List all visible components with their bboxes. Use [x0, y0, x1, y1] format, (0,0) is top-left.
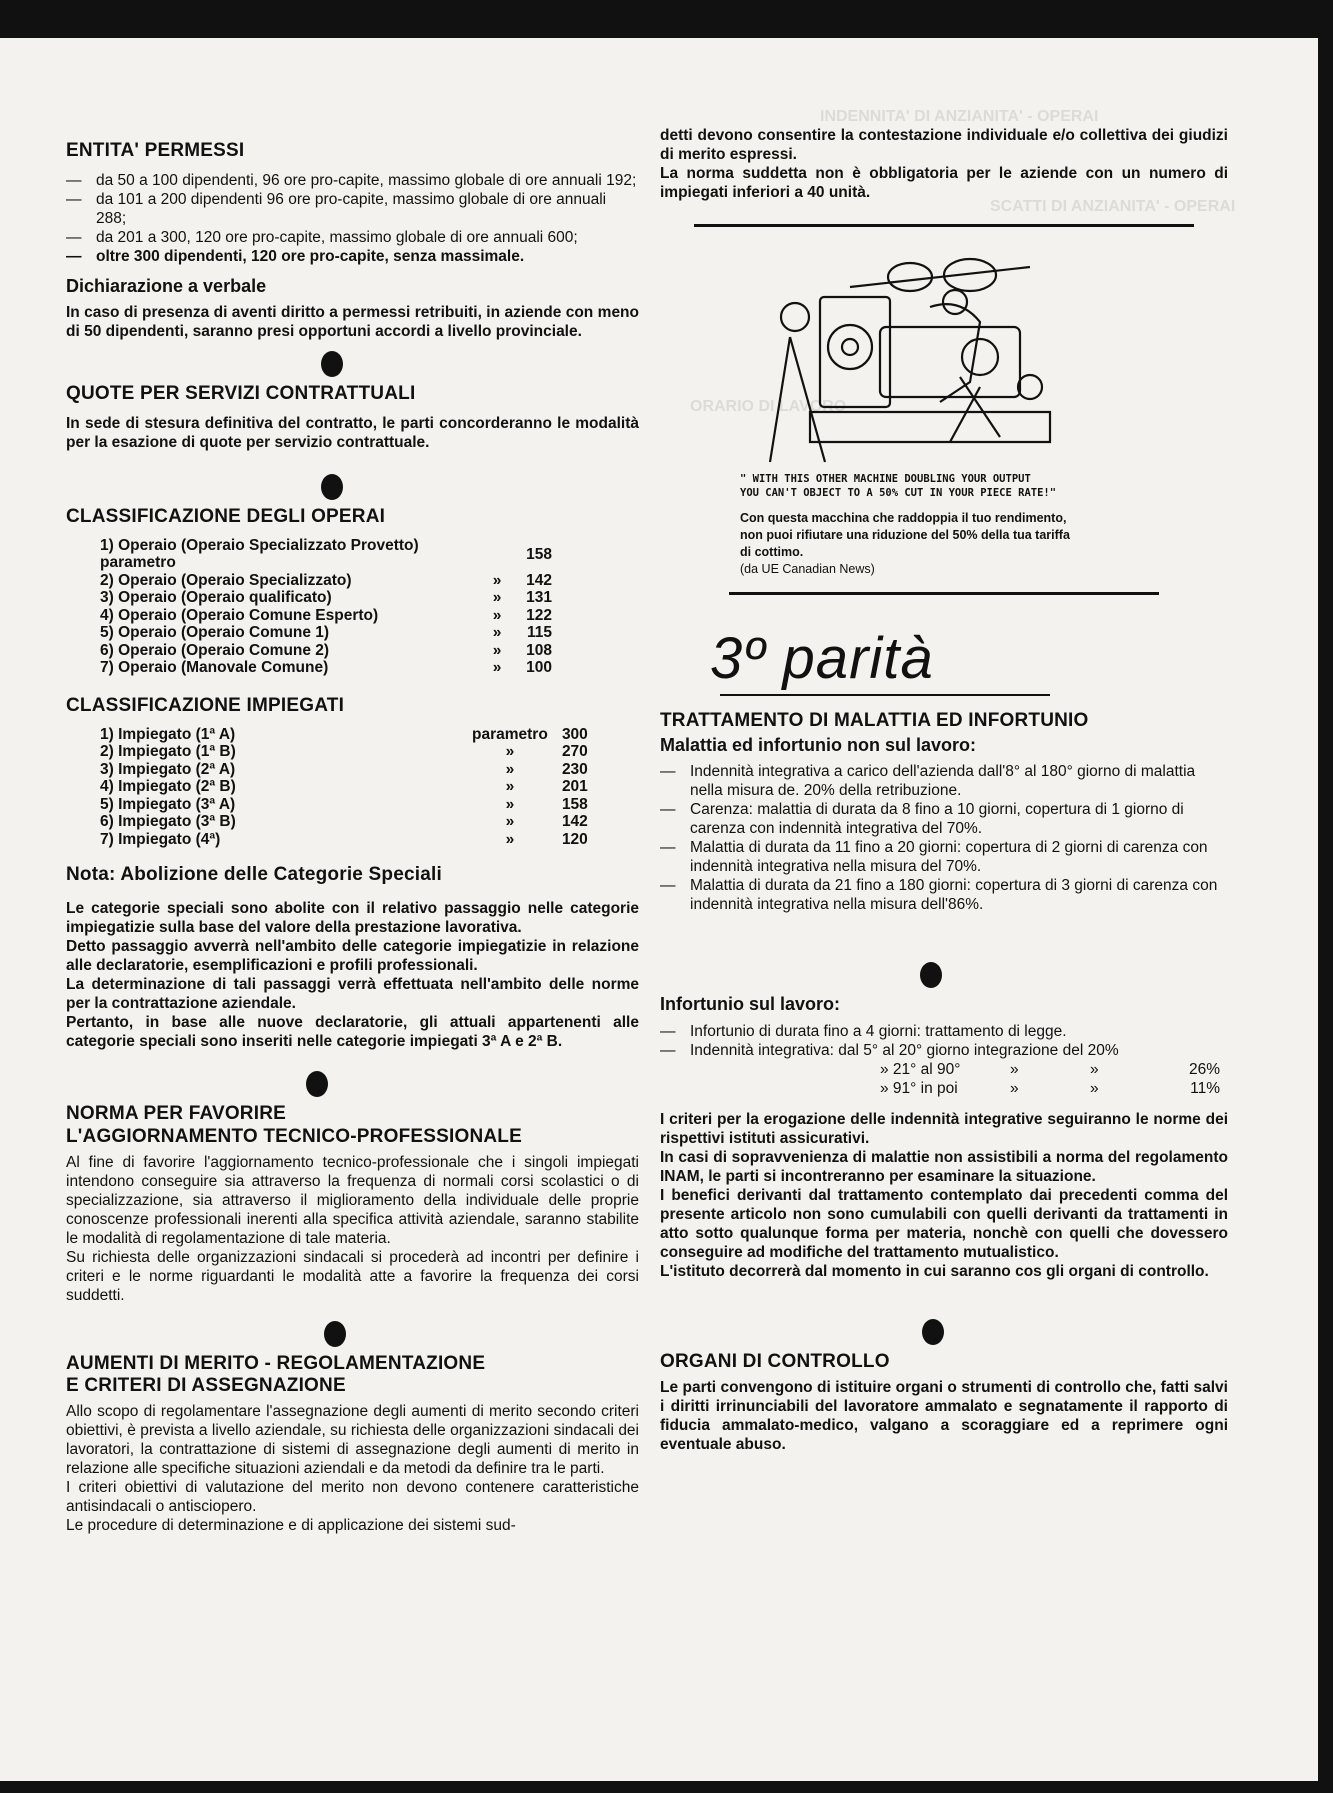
paragraph: detti devono consentire la contestazione individuale e/o collettiva dei giudizi di merito espressi.: [660, 127, 1228, 163]
divider: [729, 592, 1159, 595]
scan-border-bottom: [0, 1781, 1333, 1793]
section-quote: [66, 383, 639, 452]
section-nota: [66, 864, 639, 1051]
bullet-dot-icon: [920, 962, 942, 988]
section-impiegati: [66, 695, 639, 848]
paragraph: In casi di sopravvenienza di malattie non assistibili a norma del regolamento INAM, le parti si incontreranno per esaminare la situazione.: [660, 1148, 1228, 1185]
section-title: TRATTAMENTO DI MALATTIA ED INFORTUNIO: [660, 710, 1089, 731]
section-title: AUMENTI DI MERITO - REGOLAMENTAZIONE E CRITERI DI ASSEGNAZIONE: [66, 1352, 486, 1397]
list-item: — Indennità integrativa: dal 5° al 20° giorno integrazione del 20%: [660, 1041, 1228, 1060]
table-row: 5) Operaio (Operaio Comune 1) » 115: [100, 624, 552, 642]
paragraph: La norma suddetta non è obbligatoria per le aziende con un numero di impiegati inferiori a 40 unità.: [660, 165, 1228, 201]
paragraph: La determinazione di tali passaggi verrà effettuata nell'ambito delle norme per la contrattazione aziendale.: [66, 976, 639, 1013]
list-item: — Infortunio di durata fino a 4 giorni: trattamento di legge.: [660, 1022, 1228, 1041]
paragraph: I criteri obiettivi di valutazione del merito non devono contenere caratteristiche antisindacali o antisciopero.: [66, 1479, 639, 1516]
paragraph: Pertanto, in base alle nuove declaratorie, gli attuali appartenenti alle categorie speciali sono inseriti nelle categorie impiegati 3ª A e 2ª B.: [66, 1014, 639, 1051]
scan-border-right: [1318, 0, 1333, 1793]
infortunio-row: » 21° al 90° » » 26%: [880, 1060, 1220, 1078]
impiegati-table: [100, 726, 588, 849]
section-title: CLASSIFICAZIONE DEGLI OPERAI: [66, 506, 386, 528]
section-title: CLASSIFICAZIONE IMPIEGATI: [66, 694, 345, 716]
bullet-dot-icon: [922, 1319, 944, 1345]
paragraph: L'istituto decorrerà dal momento in cui saranno cos gli organi di controllo.: [660, 1262, 1209, 1280]
table-row: 1) Operaio (Operaio Specializzato Provetto) parametro 158: [100, 536, 552, 572]
right-column: [660, 126, 1228, 1464]
paragraph: In caso di presenza di aventi diritto a permessi retribuiti, in aziende con meno di 50 dipendenti, saranno presi opportuni accordi a livello provinciale.: [66, 304, 639, 341]
paragraph: Le categorie speciali sono abolite con il relativo passaggio nelle categorie impiegatizie sulla base del valore della prestazione lavorativa.: [66, 900, 639, 937]
paragraph: I benefici derivanti dal trattamento contemplato dai precedenti comma del presente articolo non sono cumulabili con quelli derivanti da trattamenti in atto sotto qualunque forma per materia, nonchè con quelli che dovessero conseguire ad modifiche del trattamento mutualistico.: [660, 1186, 1228, 1261]
cartoon-speech: " WITH THIS OTHER MACHINE DOUBLING YOUR OUTPUT YOU CAN'T OBJECT TO A 50% CUT IN YOUR PIECE RATE!": [740, 473, 1057, 499]
table-row: 5) Impiegato (3ª A) » 158: [100, 795, 588, 813]
permessi-list: [66, 171, 639, 266]
section-title: NORMA PER FAVORIRE L'AGGIORNAMENTO TECNICO-PROFESSIONALE: [66, 1103, 522, 1147]
table-row: 2) Operaio (Operaio Specializzato) » 142: [100, 571, 552, 589]
section-permessi: [66, 140, 639, 266]
section-title: ORGANI DI CONTROLLO: [660, 1350, 890, 1372]
section-infortunio: [660, 994, 1228, 1281]
list-item: — da 201 a 300, 120 ore pro-capite, massimo globale di ore annuali 600;: [66, 228, 639, 247]
table-row: 3) Operaio (Operaio qualificato) » 131: [100, 589, 552, 607]
section-title: Infortunio sul lavoro:: [660, 994, 840, 1015]
section-organi: [660, 1351, 1228, 1454]
section-malattia: [660, 710, 1228, 914]
section-title: ENTITA' PERMESSI: [66, 140, 245, 161]
paragraph: Al fine di favorire l'aggiornamento tecnico-professionale che i singoli impiegati intendono conseguire sia attraverso la frequenza di normali corsi scolastici o di specializzazione, sia attraverso il miglioramento della individuale delle proprie conoscenze professionali inerenti alla specifica attività aziendale, saranno stabilite le modalità di regolamentazione di tale materia.: [66, 1153, 639, 1247]
infortunio-list: [660, 1022, 1228, 1060]
paragraph: I criteri per la erogazione delle indennità integrative seguiranno le norme dei rispettivi istituti assicurativi.: [660, 1110, 1228, 1147]
list-item: — da 101 a 200 dipendenti 96 ore pro-capite, massimo globale di ore annuali 288;: [66, 190, 639, 228]
list-item: — da 50 a 100 dipendenti, 96 ore pro-capite, massimo globale di ore annuali 192;: [66, 171, 639, 190]
table-row: 4) Operaio (Operaio Comune Esperto) » 122: [100, 606, 552, 624]
table-row: 4) Impiegato (2ª B) » 201: [100, 778, 588, 796]
paragraph: Le parti convengono di istituire organi o strumenti di controllo che, fatti salvi i diritti irrinunciabili del lavoratore ammalato e segnatamente il rapporto di fiducia ammalato-medico, valgano a scoraggiare ed a reprimere ogni eventuale abuso.: [660, 1378, 1228, 1453]
bullet-dot-icon: [306, 1071, 328, 1097]
bullet-dot-icon: [324, 1321, 346, 1347]
table-row: 7) Impiegato (4ª) » 120: [100, 830, 588, 848]
cartoon-caption: Con questa macchina che raddoppia il tuo rendimento, non puoi rifiutare una riduzione del 50% della tua tariffa di cottimo. (da UE Canadian News): [740, 511, 1070, 576]
divider: [694, 224, 1194, 227]
headline: 3º parità: [710, 626, 934, 691]
bullet-dot-icon: [321, 474, 343, 500]
cartoon-illustration: [730, 237, 1090, 467]
section-subtitle: Malattia ed infortunio non sul lavoro:: [660, 734, 977, 755]
left-column: [66, 140, 639, 1545]
paragraph: Su richiesta delle organizzazioni sindacali si procederà ad incontri per definire i criteri e le norme riguardanti le modalità atte a favorire la frequenza dei corsi suddetti.: [66, 1248, 639, 1304]
list-item: — Malattia di durata da 21 fino a 180 giorni: copertura di 3 giorni di carenza con indennità integrativa nella misura dell'86%.: [660, 876, 1228, 914]
list-item: — Indennità integrativa a carico dell'azienda dall'8° al 180° giorno di malattia nella misura de. 20% della retribuzione.: [660, 762, 1228, 800]
bleed-through-text: SCATTI DI ANZIANITA' - OPERAI: [990, 198, 1236, 215]
paragraph: Le procedure di determinazione e di applicazione dei sistemi sud-: [66, 1517, 516, 1535]
table-row: 3) Impiegato (2ª A) » 230: [100, 760, 588, 778]
table-row: 2) Impiegato (1ª B) » 270: [100, 743, 588, 761]
malattia-list: [660, 762, 1228, 914]
list-item: — Carenza: malattia di durata da 8 fino a 10 giorni, copertura di 1 giorno di carenza con indennità integrativa del 70%.: [660, 800, 1228, 838]
paragraph: Allo scopo di regolamentare l'assegnazione degli aumenti di merito secondo criteri obiettivi, è prevista a livello aziendale, su richiesta delle organizzazioni sindacali dei lavoratori, la contrattazione di sistemi di assegnazione degli aumenti di merito in relazione alle specifiche situazioni aziendali e da metodi da definire tra le parti.: [66, 1403, 639, 1478]
section-title: Dichiarazione a verbale: [66, 275, 267, 296]
table-row: 6) Operaio (Operaio Comune 2) » 108: [100, 641, 552, 659]
section-aumenti: [66, 1353, 639, 1536]
infortunio-paragraphs: [660, 1110, 1228, 1281]
headline-underline: [720, 694, 1050, 696]
section-title: Nota: Abolizione delle Categorie Speciali: [66, 864, 442, 886]
section-dichiarazione: [66, 276, 639, 342]
list-item: — oltre 300 dipendenti, 120 ore pro-capite, senza massimale.: [66, 247, 639, 266]
bleed-through-text: ORARIO DI LAVORO: [690, 398, 847, 415]
section-title: QUOTE PER SERVIZI CONTRATTUALI: [66, 383, 416, 405]
table-row: 1) Impiegato (1ª A) parametro 300: [100, 725, 588, 743]
table-row: 7) Operaio (Manovale Comune) » 100: [100, 659, 552, 677]
paragraph: In sede di stesura definitiva del contratto, le parti concorderanno le modalità per la esazione di quote per servizio contrattuale.: [66, 415, 639, 452]
infortunio-row: » 91° in poi » » 11%: [880, 1079, 1220, 1097]
bullet-dot-icon: [321, 351, 343, 377]
paragraph: Detto passaggio avverrà nell'ambito delle categorie impiegatizie in relazione alle declaratorie, esemplificazioni e profili professionali.: [66, 938, 639, 975]
section-norma: [66, 1103, 639, 1305]
operai-table: [100, 537, 552, 677]
section-operai: [66, 506, 639, 677]
bleed-through-text: INDENNITA' DI ANZIANITA' - OPERAI: [820, 108, 1099, 125]
table-row: 6) Impiegato (3ª B) » 142: [100, 813, 588, 831]
list-item: — Malattia di durata da 11 fino a 20 giorni: copertura di 2 giorni di carenza con indennità integrativa nella misura del 70%.: [660, 838, 1228, 876]
